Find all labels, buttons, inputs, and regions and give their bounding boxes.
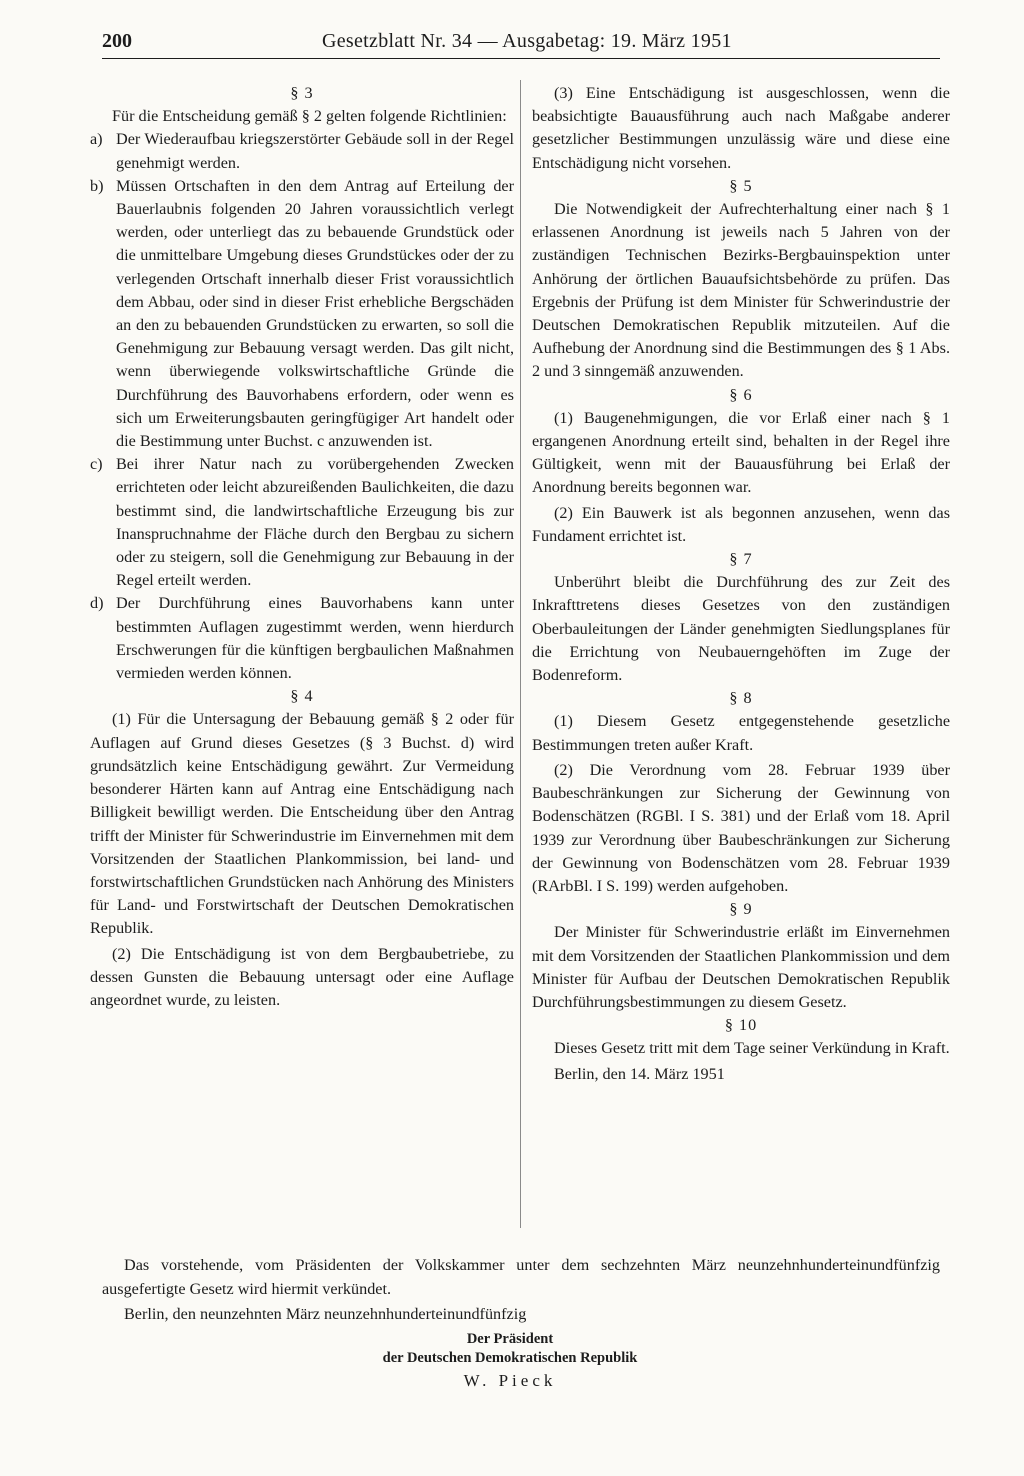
section-heading-3: § 3 [290,84,314,102]
promulgation-date: Berlin, den neunzehnten März neunzehnhunderteinundfünfzig [124,1305,527,1323]
column-divider [520,80,521,1228]
section-heading-8: § 8 [729,689,753,708]
section-heading-7: § 7 [729,550,753,569]
list-item [90,453,514,592]
section-4-paragraph-2: (2) Die Entschädigung ist von dem Bergbaubetriebe, zu dessen Gunsten die Bebauung untersagt oder eine Auflage angeordnet wurde, zu leisten. [90,944,514,1009]
section-4-paragraph-3: (3) Eine Entschädigung ist ausgeschlossen, wenn die beabsichtigte Bauausführung auch nach Maßgabe anderer gesetzlicher Bestimmungen unzulässig wäre und diese eine Entschädigung nicht vorsehen. [532,84,950,172]
item-text: Bei ihrer Natur nach zu vorübergehenden Zwecken errichteten oder leicht abzureißenden Baulichkeiten, die dazu bestimmt sind, die landwirtschaftliche Erzeugung bis zur Inanspruchnahme der Fläche durch den Bergbau zu sichern oder zu steigern, soll die Genehmigung zur Bebauung in der Regel erteilt werden. [116,455,514,590]
item-label: d) [90,594,104,613]
list-item [90,175,514,453]
law-date-line: Berlin, den 14. März 1951 [554,1064,725,1083]
section-3-intro: Für die Entscheidung gemäß § 2 gelten folgende Richtlinien: [112,107,507,126]
list-item [90,128,514,174]
page-number: 200 [102,30,132,52]
item-label: b) [90,176,104,195]
section-heading-4: § 4 [290,687,314,706]
section-5-paragraph: Die Notwendigkeit der Aufrechterhaltung einer nach § 1 erlassenen Anordnung ist jeweils nach 5 Jahren von der zuständigen Technischen Bezirks-Bergbauinspektion unter Anhörung der örtlichen Bauaufsichtsbehörde zu prüfen. Das Ergebnis der Prüfung ist dem Minister für Schwerindustrie der Deutschen Demokratischen Republik mitzuteilen. Auf die Aufhebung der Anordnung sind die Bestimmungen des § 1 Abs. 2 und 3 sinngemäß anzuwenden. [532,200,950,381]
signature-title-2: der Deutschen Demokratischen Republik [382,1350,638,1366]
section-heading-10: § 10 [724,1016,758,1035]
signature-title-1: Der Präsident [466,1331,554,1347]
item-label: a) [90,130,103,149]
item-text: Der Wiederaufbau kriegszerstörter Gebäude soll in der Regel genehmigt werden. [116,130,514,172]
signature-block [300,1330,720,1394]
section-9-paragraph: Der Minister für Schwerindustrie erläßt im Einvernehmen mit dem Vorsitzenden der Staatlichen Plankommission und dem Minister für Aufbau der Deutschen Demokratischen Republik Durchführungsbestimmungen zu diesem Gesetz. [532,923,950,1011]
header-rule [102,58,940,59]
signature-name: W. Pieck [463,1371,557,1390]
page-header [102,30,940,58]
section-8-paragraph-2: (2) Die Verordnung vom 28. Februar 1939 über Baubeschränkungen zur Sicherung der Gewinnung von Bodenschätzen (RGBl. I S. 381) und der Erlaß vom 18. April 1939 zur Verordnung über Baubeschränkungen zur Sicherung der Gewinnung von Bodenschätzen vom 28. Februar 1939 (RArbBl. I S. 199) werden aufgehoben. [532,760,950,895]
item-text: Der Durchführung eines Bauvorhabens kann unter bestimmten Auflagen zugestimmt werden, wenn hierdurch Erschwerungen für die künftigen bergbaulichen Maßnahmen vermieden werden können. [116,594,514,683]
list-item [90,592,514,685]
item-label: c) [90,455,103,474]
section-heading-5: § 5 [729,176,753,195]
section-heading-9: § 9 [729,900,753,919]
promulgation-block [102,1254,940,1327]
section-6-paragraph-1: (1) Baugenehmigungen, die vor Erlaß einer nach § 1 ergangenen Anordnung erteilt sind, behalten in der Regel ihre Gültigkeit, wenn mit der Bauausführung bei Erlaß der Anordnung bereits begonnen war. [532,408,950,497]
section-10-paragraph: Dieses Gesetz tritt mit dem Tage seiner Verkündung in Kraft. [554,1039,950,1058]
section-4-paragraph-1: (1) Für die Untersagung der Bebauung gemäß § 2 oder für Auflagen auf Grund dieses Gesetzes (§ 3 Buchst. d) wird grundsätzlich keine Entschädigung gewährt. Zur Vermeidung besonderer Härten kann auf Antrag eine Entschädigung nach Billigkeit bewilligt werden. Die Entscheidung über den Antrag trifft der Minister für Schwerindustrie im Einvernehmen mit dem Vorsitzenden der Staatlichen Plankommission, bei land- und forstwirtschaftlichen Grundstücken nach Anhörung des Ministers für Land- und Forstwirtschaft der Deutschen Demokratischen Republik. [90,710,514,938]
left-column [90,82,514,1012]
right-column [532,82,950,1086]
section-8-paragraph-1: (1) Diesem Gesetz entgegenstehende gesetzliche Bestimmungen treten außer Kraft. [532,712,950,754]
promulgation-text: Das vorstehende, vom Präsidenten der Volkskammer unter dem sechzehnten März neunzehnhunderteinundfünfzig ausgefertigte Gesetz wird hiermit verkündet. [102,1256,940,1298]
item-text: Müssen Ortschaften in den dem Antrag auf Erteilung der Bauerlaubnis folgenden 20 Jahren voraussichtlich verlegt werden, oder unterliegt das zu bebauende Grundstück oder die unmittelbare Umgebung dieses Grundstückes oder der zu verlegenden Ortschaft innerhalb dieser Frist voraussichtlich dem Abbau, oder sind in dieser Frist erhebliche Bergschäden an den zu bebauenden Grundstücken zu erwarten, so soll die Genehmigung zur Bebauung versagt werden. Das gilt nicht, wenn überwiegende volkswirtschaftliche Gründe die Durchführung des Bauvorhabens erfordern, oder wenn es sich um Erweiterungsbauten geringfügiger Art handelt oder die Bestimmung unter Buchst. c anzuwenden ist. [116,176,514,451]
section-6-paragraph-2: (2) Ein Bauwerk ist als begonnen anzusehen, wenn das Fundament errichtet ist. [532,503,950,545]
section-heading-6: § 6 [729,385,753,404]
section-7-paragraph: Unberührt bleibt die Durchführung des zur Zeit des Inkrafttretens dieses Gesetzes von den zuständigen Oberbauleitungen der Länder genehmigten Siedlungsplanes für die Errichtung von Neubauerngehöften im Zuge der Bodenreform. [532,573,950,685]
gazette-title: Gesetzblatt Nr. 34 — Ausgabetag: 19. März 1951 [322,30,732,52]
